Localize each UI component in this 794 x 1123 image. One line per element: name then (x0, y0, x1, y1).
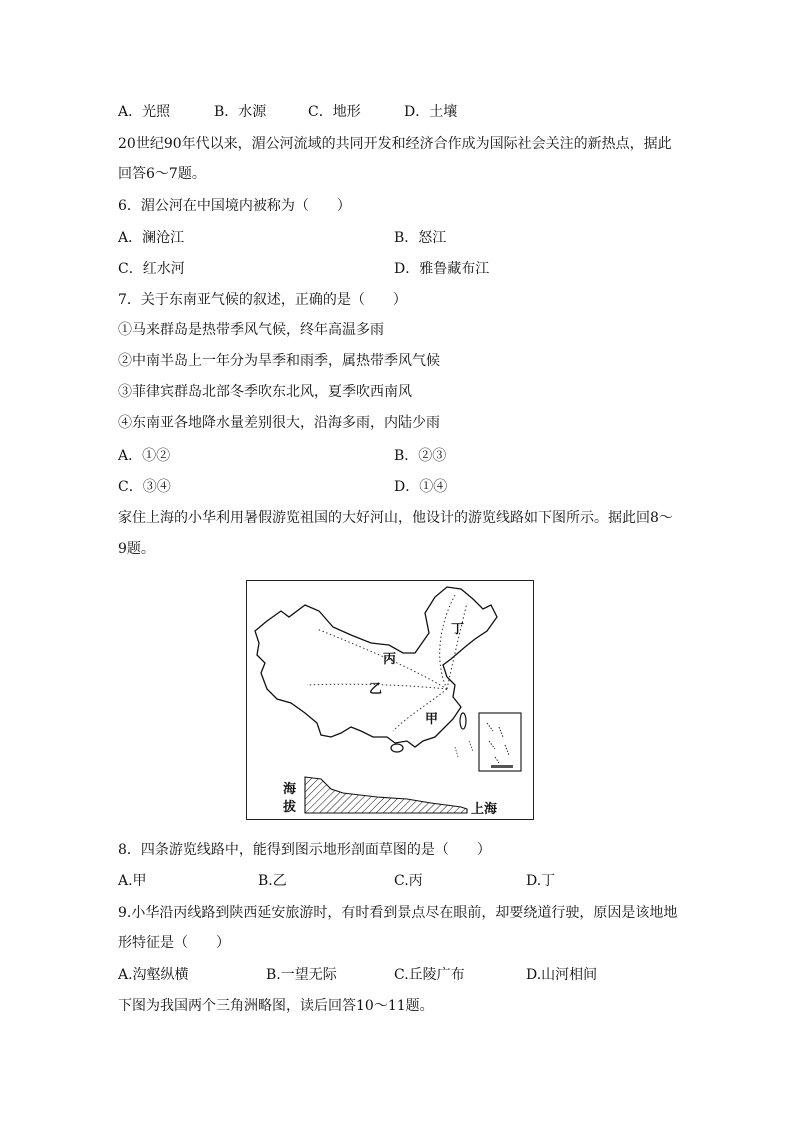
q8-option-a: A.甲 (118, 873, 147, 889)
china-outline (255, 587, 497, 747)
shanghai-label: 上海 (471, 802, 498, 817)
q5-option-b: B．水源 (214, 104, 267, 120)
profile-label-ba: 拔 (283, 800, 297, 815)
route-label-jia: 甲 (425, 712, 439, 727)
q8-option-d: D.丁 (526, 873, 556, 889)
q9-option-b: B.一望无际 (266, 967, 337, 983)
q9-option-d: D.山河相间 (526, 967, 598, 983)
south-china-sea-inset (479, 713, 521, 771)
q5-option-c: C．地形 (308, 104, 361, 120)
profile-label-hai: 海 (283, 782, 297, 797)
q7-option-c: C．③④ (118, 479, 171, 495)
q7-statement-4: ④东南亚各地降水量差别很大，沿海多雨，内陆少雨 (118, 415, 440, 431)
intro-8-9-line2: 9题。 (118, 541, 155, 557)
q9-option-c: C.丘陵广布 (394, 967, 465, 983)
hainan-island (391, 744, 403, 752)
q6-option-a: A．澜沧江 (118, 230, 185, 246)
q7-option-d: D．①④ (394, 479, 448, 495)
intro-8-9-line1: 家住上海的小华利用暑假游览祖国的大好河山，他设计的游览线路如下图所示。据此回8～ (118, 510, 673, 526)
q5-option-a: A．光照 (118, 104, 171, 120)
route-label-ding: 丁 (451, 622, 465, 637)
q9-stem-line1: 9.小华沿丙线路到陕西延安旅游时，有时看到景点尽在眼前，却要绕道行驶，原因是该地地 (118, 905, 678, 921)
route-bing (317, 629, 447, 689)
q6-option-d: D．雅鲁藏布江 (394, 261, 490, 277)
q7-statement-1: ①马来群岛是热带季风气候，终年高温多雨 (118, 322, 384, 338)
q6-option-b: B．怒江 (394, 230, 447, 246)
q5-option-d: D．土壤 (404, 104, 458, 120)
q7-stem: 7．关于东南亚气候的叙述，正确的是（ ） (118, 292, 407, 308)
q7-statement-2: ②中南半岛上一年分为旱季和雨季，属热带季风气候 (118, 353, 440, 369)
route-label-bing: 丙 (383, 652, 397, 667)
q8-option-c: C.丙 (394, 873, 423, 889)
intro-6-7-line2: 回答6～7题。 (118, 166, 206, 182)
q6-option-c: C．红水河 (118, 261, 185, 277)
route-jia (393, 689, 447, 731)
q6-stem: 6．湄公河在中国境内被称为（ ） (118, 198, 351, 214)
route-label-yi: 乙 (369, 682, 383, 697)
q9-stem-line2: 形特征是（ ） (118, 935, 230, 951)
q7-statement-3: ③菲律宾群岛北部冬季吹东北风，夏季吹西南风 (118, 384, 412, 400)
q7-option-a: A．①② (118, 448, 171, 464)
china-route-map (247, 581, 533, 819)
route-ding (440, 595, 455, 689)
route-ding-2 (447, 603, 467, 689)
q7-option-b: B．②③ (394, 448, 447, 464)
q9-option-a: A.沟壑纵横 (118, 967, 189, 983)
route-map-figure (246, 580, 534, 820)
taiwan-island (460, 713, 466, 729)
q8-stem: 8．四条游览线路中，能得到图示地形剖面草图的是（ ） (118, 842, 491, 858)
elevation-profile (305, 777, 467, 813)
intro-6-7-line1: 20世纪90年代以来，湄公河流域的共同开发和经济合作成为国际社会关注的新热点，据此 (118, 136, 672, 152)
q8-option-b: B.乙 (258, 873, 287, 889)
intro-10-11: 下图为我国两个三角洲略图，读后回答10～11题。 (118, 998, 434, 1014)
